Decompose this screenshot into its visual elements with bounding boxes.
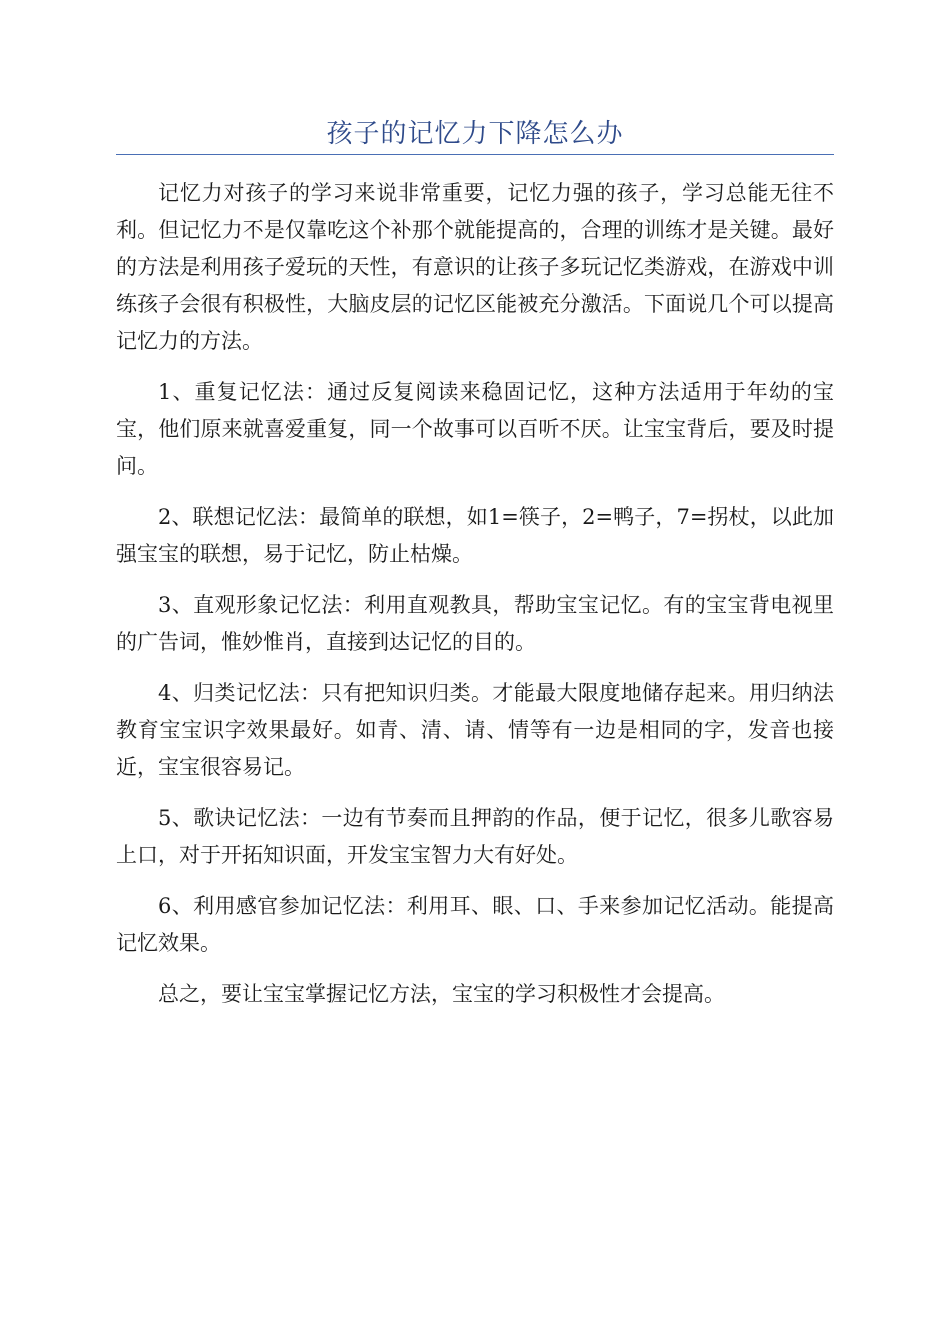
method-paragraph-5: 5、歌诀记忆法：一边有节奏而且押韵的作品，便于记忆，很多儿歌容易上口，对于开拓知识面，开发宝宝智力大有好处。 [116, 806, 834, 867]
document-title: 孩子的记忆力下降怎么办 [326, 119, 624, 149]
method-paragraph-1: 1、重复记忆法：通过反复阅读来稳固记忆，这种方法适用于年幼的宝宝，他们原来就喜爱重复，同一个故事可以百听不厌。让宝宝背后，要及时提问。 [116, 380, 834, 478]
intro-paragraph: 记忆力对孩子的学习来说非常重要，记忆力强的孩子，学习总能无往不利。但记忆力不是仅靠吃这个补那个就能提高的，合理的训练才是关键。最好的方法是利用孩子爱玩的天性，有意识的让孩子多玩记忆类游戏，在游戏中训练孩子会很有积极性，大脑皮层的记忆区能被充分激活。下面说几个可以提高记忆力的方法。 [116, 181, 834, 353]
method-paragraph-6: 6、利用感官参加记忆法：利用耳、眼、口、手来参加记忆活动。能提高记忆效果。 [116, 894, 834, 955]
conclusion-paragraph: 总之，要让宝宝掌握记忆方法，宝宝的学习积极性才会提高。 [158, 982, 725, 1006]
method-paragraph-4: 4、归类记忆法：只有把知识归类。才能最大限度地储存起来。用归纳法教育宝宝识字效果最好。如青、清、请、情等有一边是相同的字，发音也接近，宝宝很容易记。 [116, 681, 834, 779]
method-paragraph-3: 3、直观形象记忆法：利用直观教具，帮助宝宝记忆。有的宝宝背电视里的广告词，惟妙惟肖，直接到达记忆的目的。 [116, 593, 834, 654]
document-body [116, 175, 834, 1027]
method-paragraph-2: 2、联想记忆法：最简单的联想，如1=筷子，2=鸭子，7=拐杖，以此加强宝宝的联想，易于记忆，防止枯燥。 [116, 505, 834, 566]
title-underline [116, 154, 834, 155]
